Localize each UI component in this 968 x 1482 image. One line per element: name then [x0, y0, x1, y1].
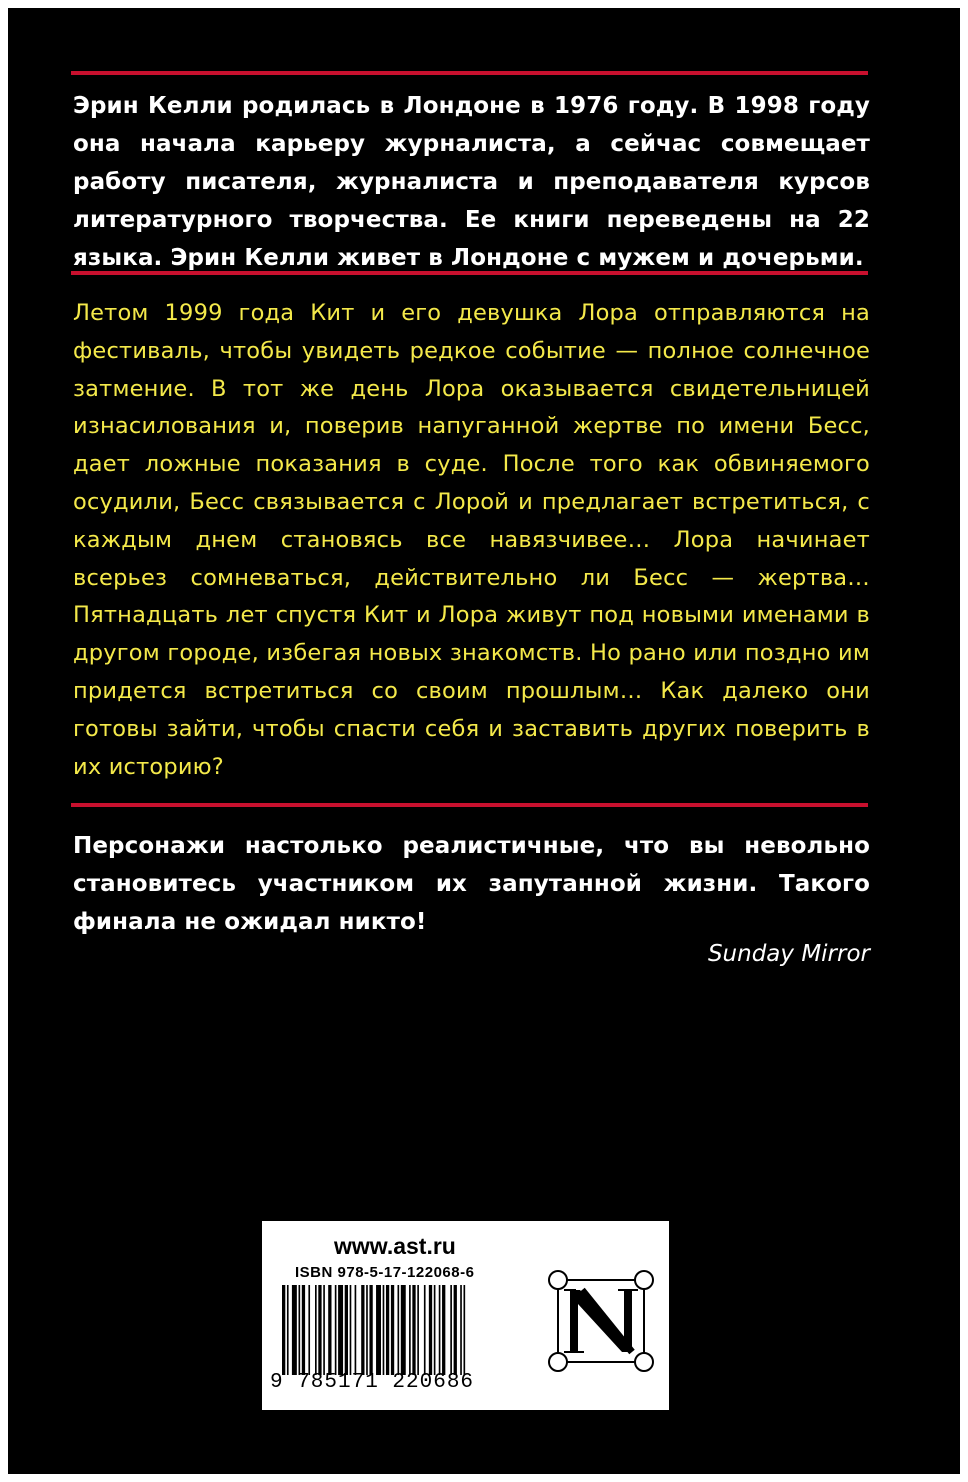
- author-bio: Эрин Келли родилась в Лондоне в 1976 году. В 1998 году она начала карьеру журналиста, а сейчас совмещает работу писателя, журналиста и преподавателя курсов литературного творчества. Ее книги переведены на 22 языка. Эрин Келли живет в Лондоне с мужем и дочерьми.: [73, 93, 870, 271]
- barcode-bar: [434, 1285, 436, 1375]
- barcode-bar: [350, 1285, 352, 1375]
- divider-middle: [71, 271, 868, 275]
- barcode-bar: [450, 1285, 452, 1375]
- barcode-bar: [328, 1285, 331, 1375]
- barcode-bar: [323, 1285, 325, 1375]
- barcode-bar: [398, 1285, 400, 1375]
- barcode-bar: [464, 1285, 466, 1375]
- barcode-bar: [442, 1285, 445, 1375]
- barcode-bar: [345, 1285, 348, 1375]
- barcode-bar: [355, 1285, 357, 1375]
- publisher-website: www.ast.ru: [334, 1233, 456, 1259]
- barcode-bar: [391, 1285, 394, 1375]
- divider-top: [71, 71, 868, 75]
- barcode-bar: [287, 1285, 289, 1375]
- isbn-label: ISBN 978-5-17-122068-6: [295, 1264, 475, 1281]
- barcode-bar: [417, 1285, 419, 1375]
- barcode-bar: [409, 1285, 411, 1375]
- divider-bottom: [71, 803, 868, 807]
- barcode-panel: [262, 1221, 669, 1410]
- barcode-bar: [401, 1285, 406, 1375]
- barcode-bar: [369, 1285, 372, 1375]
- barcode-bar: [424, 1285, 426, 1375]
- barcode-bar: [318, 1285, 321, 1375]
- barcode-bar: [315, 1285, 317, 1375]
- review-source: Sunday Mirror: [707, 941, 870, 967]
- barcode-bar: [429, 1285, 432, 1375]
- barcode-bar: [412, 1285, 415, 1375]
- barcode-bar: [454, 1285, 457, 1375]
- barcode-bar: [335, 1285, 337, 1375]
- barcode-digits: 9 785171 220686: [270, 1371, 475, 1394]
- barcode-bar: [308, 1285, 310, 1375]
- barcode-bar: [282, 1285, 285, 1375]
- barcode-bars: [282, 1285, 514, 1375]
- book-back-cover: [8, 8, 960, 1474]
- publisher-monogram-logo-icon: [542, 1266, 660, 1376]
- barcode-bar: [366, 1285, 368, 1375]
- barcode-bar: [292, 1285, 297, 1375]
- barcode-bar: [338, 1285, 343, 1375]
- barcode-bar: [439, 1285, 441, 1375]
- barcode-bar: [460, 1285, 462, 1375]
- barcode-bar: [383, 1285, 385, 1375]
- barcode-bar: [386, 1285, 389, 1375]
- review-quote: Персонажи настолько реалистичные, что вы невольно становитесь участником их запутанной жизни. Такого финала не ожидал никто!: [73, 833, 870, 935]
- barcode-bar: [376, 1285, 381, 1375]
- synopsis: Летом 1999 года Кит и его девушка Лора отправляются на фестиваль, чтобы увидеть редкое событие — полное солнечное затмение. В тот же день Лора оказывается свидетельницей изнасилования и, поверив напуганной жертве по имени Бесс, дает ложные показания в суде. После того как обвиняемого осудили, Бесс связывается с Лорой и предлагает встретиться, с каждым днем становясь все навязчивее… Лора начинает всерьез сомневаться, действительно ли Бесс — жертва… Пятнадцать лет спустя Кит и Лора живут под новыми именами в другом городе, избегая новых знакомств. Но рано или поздно им придется встретиться со своим прошлым… Как далеко они готовы зайти, чтобы спасти себя и заставить других поверить в их историю?: [73, 300, 870, 780]
- barcode-bar: [299, 1285, 301, 1375]
- barcode-bar: [361, 1285, 364, 1375]
- barcode-bar: [302, 1285, 305, 1375]
